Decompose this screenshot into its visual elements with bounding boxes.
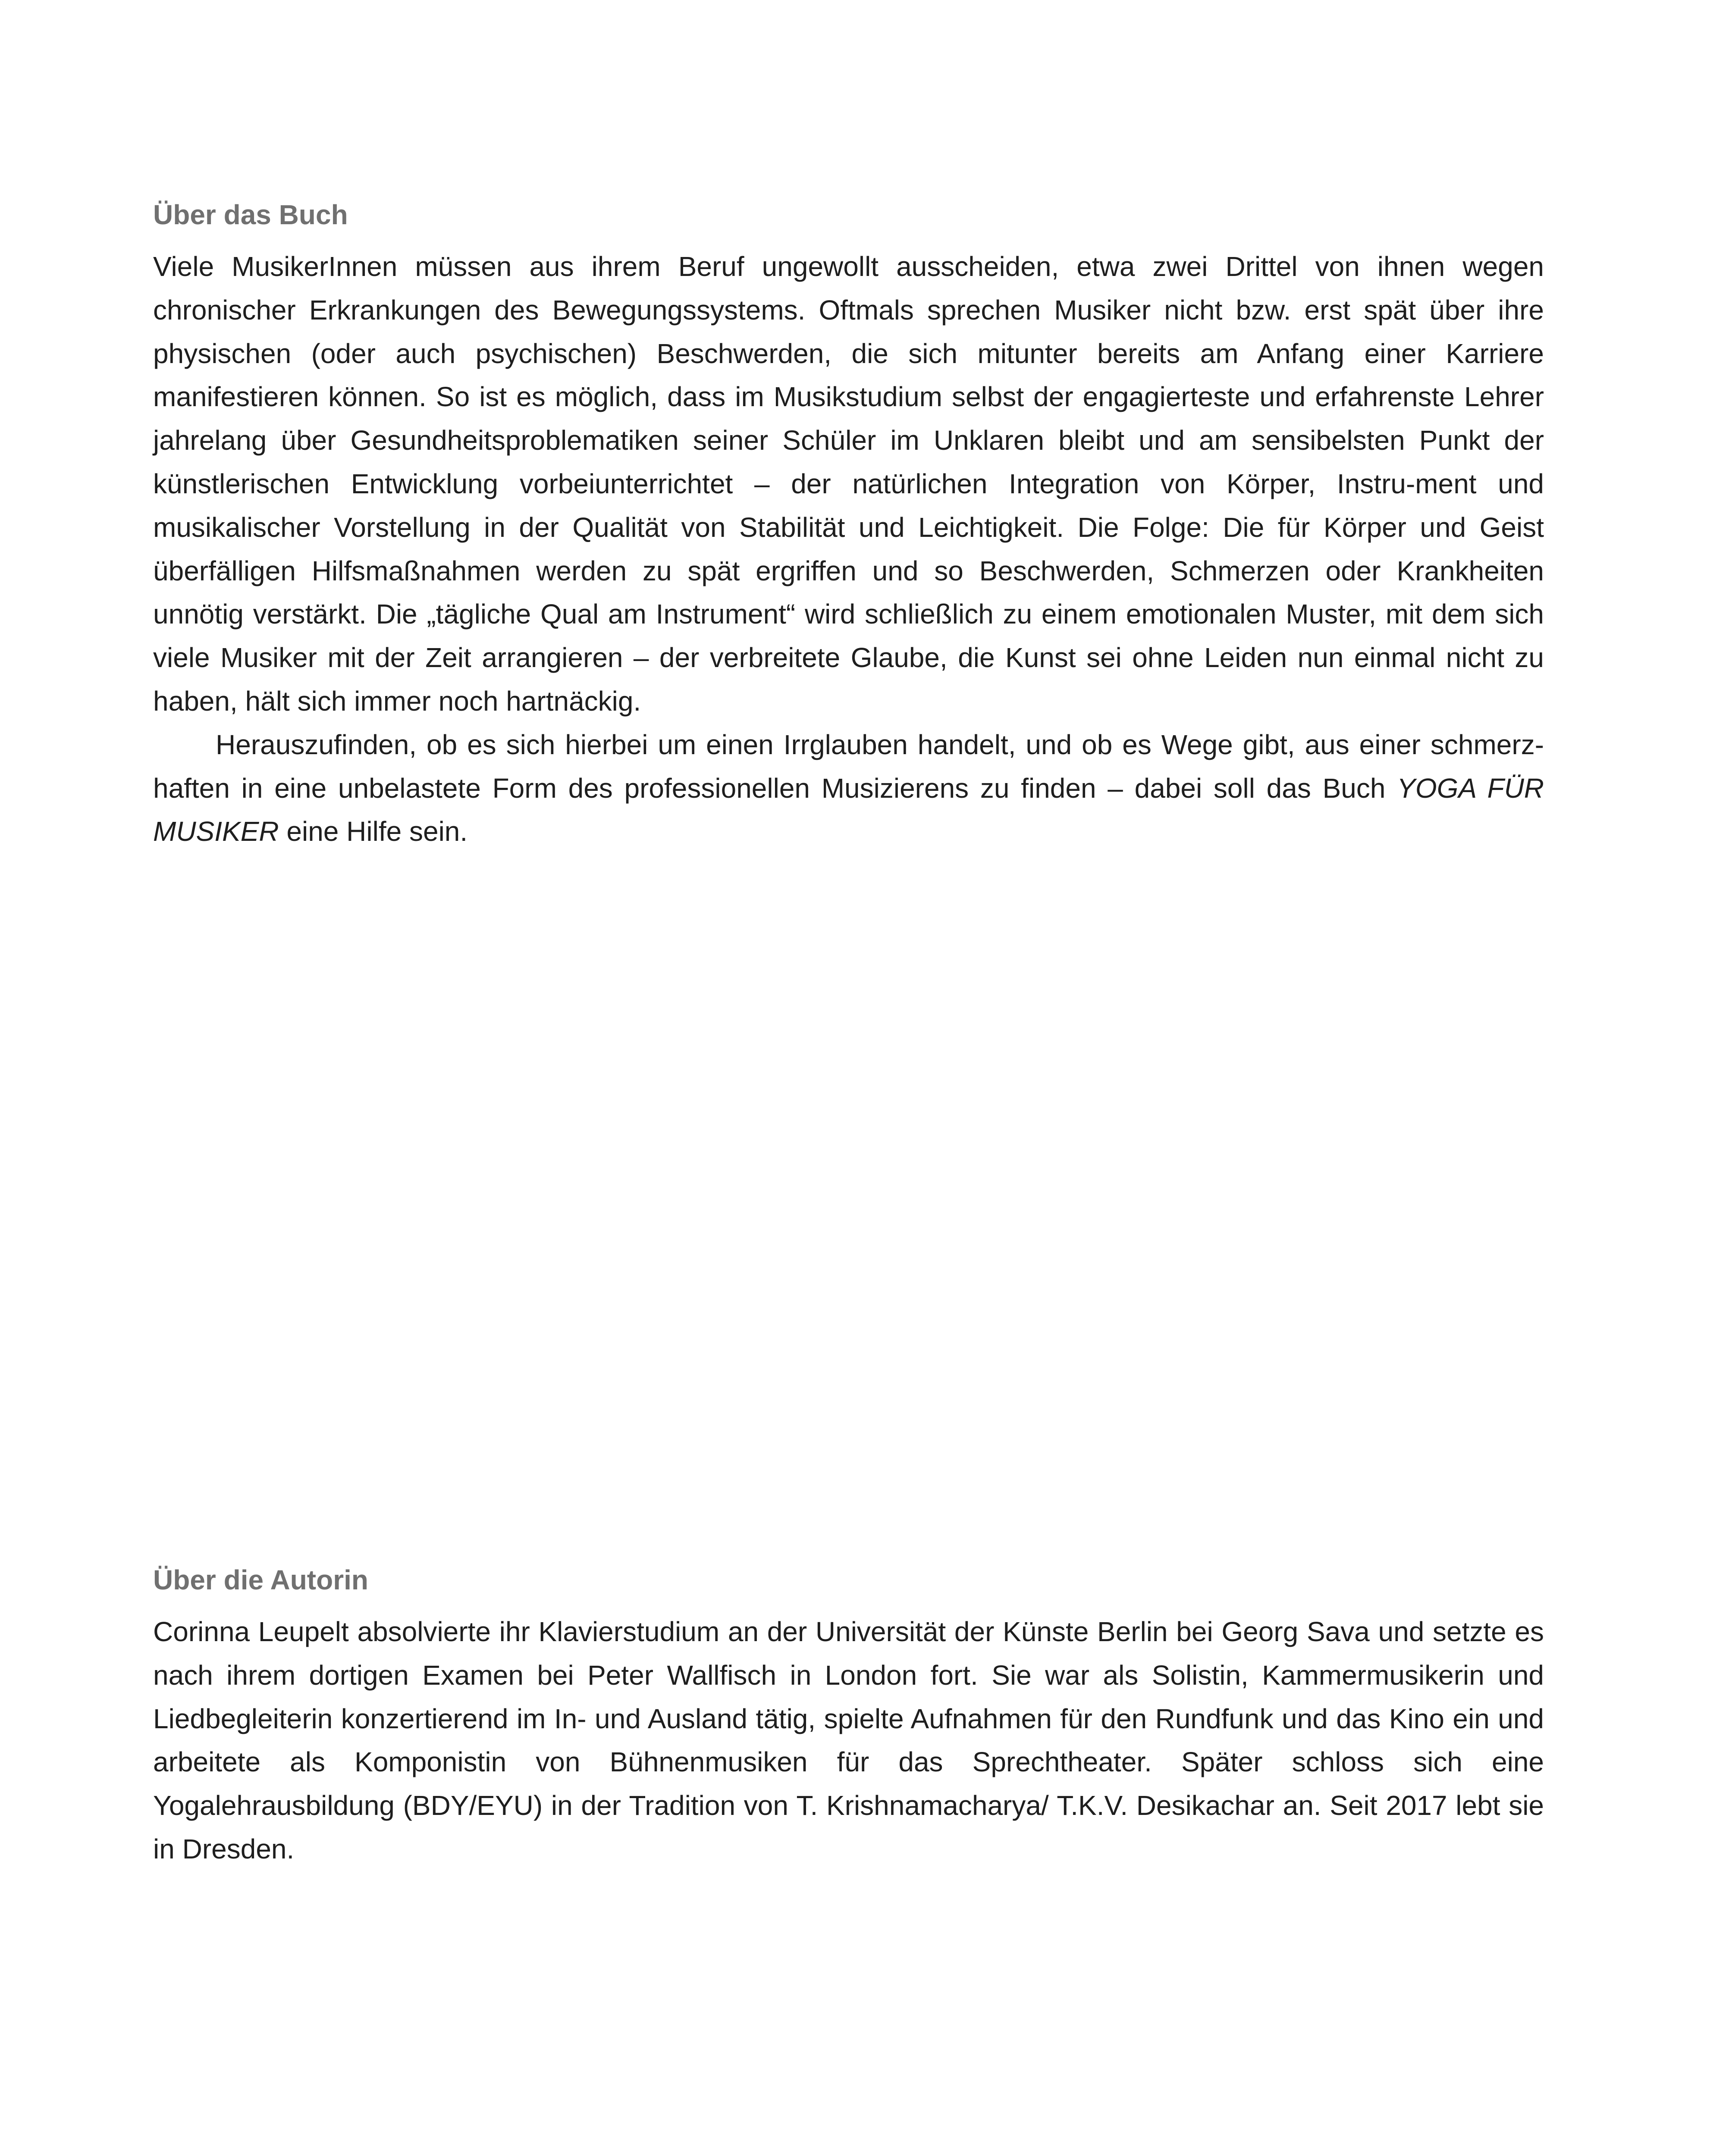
about-book-heading: Über das Buch bbox=[153, 199, 348, 230]
about-book-paragraph-2 bbox=[153, 723, 1544, 853]
about-book-section bbox=[153, 193, 1544, 853]
about-author-section bbox=[153, 1558, 1544, 1871]
paragraph-2-text-start: Herauszufinden, ob es sich hierbei um einen Irrglauben handelt, und ob es Wege gibt, aus einer schmerz-haften in eine unbelastete Form des professionellen Musizierens zu finden – dabei soll das Buch bbox=[153, 729, 1544, 804]
paragraph-2-text-end: eine Hilfe sein. bbox=[279, 816, 468, 847]
book-title: YOGA FÜR MUSIKER bbox=[153, 772, 1544, 847]
about-author-heading: Über die Autorin bbox=[153, 1564, 368, 1595]
about-author-paragraph: Corinna Leupelt absolvierte ihr Klavierstudium an der Universität der Künste Berlin bei Georg Sava und setzte es nach ihrem dortigen Examen bei Peter Wallfisch in London fort. Sie war als Solistin, Kammermusikerin und Liedbegleiterin konzertierend im In- und Ausland tätig, spielte Aufnahmen für den Rundfunk und das Kino ein und arbeitete als Komponistin von Bühnenmusiken für das Sprechtheater. Später schloss sich eine Yogalehrausbildung (BDY/EYU) in der Tradition von T. Krishnamacharya/ T.K.V. Desikachar an. Seit 2017 lebt sie in Dresden. bbox=[153, 1616, 1544, 1865]
about-book-paragraph-1: Viele MusikerInnen müssen aus ihrem Beruf ungewollt ausscheiden, etwa zwei Drittel von ihnen wegen chronischer Erkrankungen des Bewegungssystems. Oftmals sprechen Musiker nicht bzw. erst spät über ihre physischen (oder auch psychischen) Beschwerden, die sich mitunter bereits am Anfang einer Karriere manifestieren können. So ist es möglich, dass im Musikstudium selbst der engagierteste und erfahrenste Lehrer jahrelang über Gesundheitsproblematiken seiner Schüler im Unklaren bleibt und am sensibelsten Punkt der künstlerischen Entwicklung vorbeiunterrichtet – der natürlichen Integration von Körper, Instru-ment und musikalischer Vorstellung in der Qualität von Stabilität und Leichtigkeit. Die Folge: Die für Körper und Geist überfälligen Hilfsmaßnahmen werden zu spät ergriffen und so Beschwerden, Schmerzen oder Krankheiten unnötig verstärkt. Die „tägliche Qual am Instrument“ wird schließlich zu einem emotionalen Muster, mit dem sich viele Musiker mit der Zeit arrangieren – der verbreitete Glaube, die Kunst sei ohne Leiden nun einmal nicht zu haben, hält sich immer noch hartnäckig. bbox=[153, 251, 1544, 717]
